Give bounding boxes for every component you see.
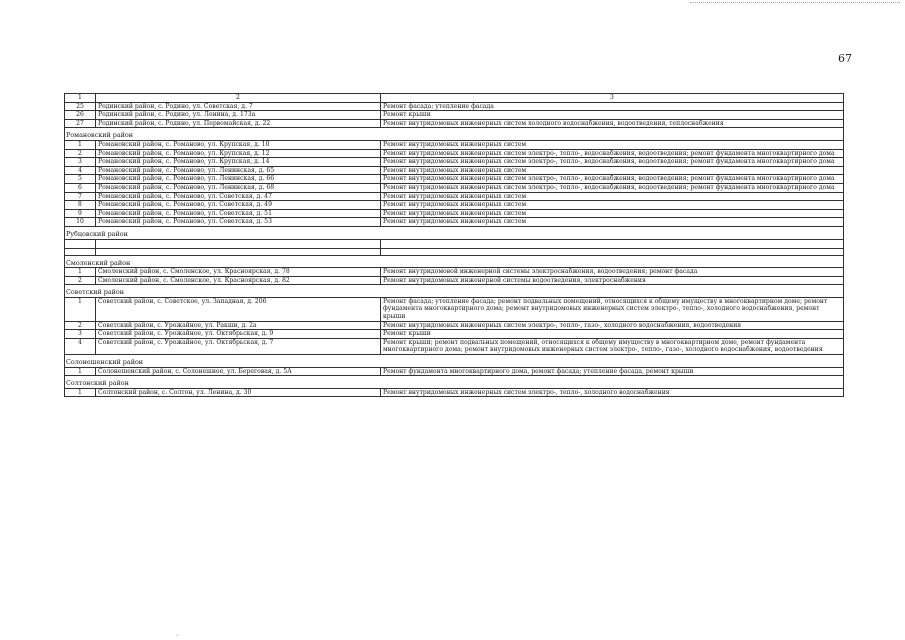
table-row [65,192,844,201]
row-number: 4 [65,166,96,175]
row-number: 4 [65,338,96,354]
row-work: Ремонт внутридомовых инженерных систем электро-, тепло-, водоснабжения, водоотведения; ремонт фундамента многоквартирного дома [381,175,844,184]
row-work: Ремонт внутридомовых инженерных систем [381,140,844,149]
row-work: Ремонт фундамента многоквартирного дома, ремонт фасада; утепление фасада, ремонт крыши [381,367,844,376]
row-address: Романовский район, с. Романово, ул. Ленинская, д. 66 [96,175,381,184]
row-work: Ремонт внутридомовых инженерных систем электро-, тепло-, водоснабжения, водоотведения; ремонт фундамента многоквартирного дома [381,149,844,158]
table-row [65,276,844,285]
row-address: Романовский район, с. Романово, ул. Крупская, д. 12 [96,149,381,158]
district-row [65,355,844,368]
row-work: Ремонт фасада; утепление фасада [381,102,844,111]
table-row [65,149,844,158]
table-row [65,140,844,149]
row-address: Советский район, с. Советское, ул. Западная, д. 206 [96,297,381,321]
row-address: Родинский район, с. Родино, ул. Ленина, д. 173а [96,111,381,120]
table-row [65,183,844,192]
table-row [65,338,844,354]
table-row [65,201,844,210]
empty-row [65,248,844,255]
row-address: Советский район, с. Урожайное, ул. Ракши, д. 2а [96,321,381,330]
row-number: 26 [65,111,96,120]
row-number: 1 [65,388,96,397]
row-work: Ремонт внутридомовых инженерных систем холодного водоснабжения, водоотведения, теплоснабжения [381,119,844,128]
table-row [65,102,844,111]
row-address: Романовский район, с. Романово, ул. Советская, д. 47 [96,192,381,201]
row-address: Советский район, с. Урожайное, ул. Октябрьская, д. 9 [96,330,381,339]
header-col-1: 1 [65,94,96,103]
row-address: Романовский район, с. Романово, ул. Ленинская, д. 68 [96,183,381,192]
row-work: Ремонт фасада; утепление фасада; ремонт подвальных помещений, относящихся к общему имуществу в многоквартирном доме; ремонт фундамента многоквартирного дома; ремонт внутридомовых инженерных систем электро-, тепло-, холодного водоснабжения, ремонт крыши [381,297,844,321]
table-row [65,268,844,277]
district-name: Солонешенский район [65,355,844,368]
row-number: 2 [65,321,96,330]
header-col-2: 2 [96,94,381,103]
row-address: Смоленский район, с. Смоленское, ул. Красноярская, д. 82 [96,276,381,285]
table-row [65,297,844,321]
district-row [65,128,844,141]
empty-cell [65,248,96,255]
header-col-3: 3 [381,94,844,103]
row-address: Советский район, с. Урожайное, ул. Октябрьская, д. 7 [96,338,381,354]
row-work: Ремонт внутридомовых инженерных систем [381,218,844,227]
row-work: Ремонт внутридомовых инженерных систем [381,209,844,218]
row-address: Романовский район, с. Романово, ул. Советская, д. 49 [96,201,381,210]
row-address: Романовский район, с. Романово, ул. Ленинская, д. 65 [96,166,381,175]
row-address: Романовский район, с. Романово, ул. Крупская, д. 10 [96,140,381,149]
table-row [65,209,844,218]
table-row [65,388,844,397]
row-work: Ремонт крыши; ремонт подвальных помещений, относящихся к общему имуществу в многоквартирном доме, ремонт фундамента многоквартирного дома; ремонт внутридомовых инженерных систем электро-, тепло-, газо-, холодного водоснабжения, водоотведения [381,338,844,354]
empty-cell [381,239,844,248]
table-row [65,119,844,128]
table-row [65,166,844,175]
row-number: 2 [65,149,96,158]
row-number: 3 [65,330,96,339]
row-work: Ремонт внутридомовых инженерных систем электро-, тепло-, холодного водоснабжения [381,388,844,397]
header-row [65,94,844,103]
empty-cell [381,248,844,255]
empty-cell [96,248,381,255]
row-number: 10 [65,218,96,227]
district-row [65,255,844,268]
table-row [65,330,844,339]
row-work: Ремонт внутридомовых инженерных систем [381,166,844,175]
row-number: 6 [65,183,96,192]
row-work: Ремонт крыши [381,330,844,339]
row-address: Романовский район, с. Романово, ул. Советская, д. 51 [96,209,381,218]
district-name: Советский район [65,285,844,298]
row-number: 27 [65,119,96,128]
row-address: Родинский район, с. Родино, ул. Советская, д. 7 [96,102,381,111]
table-row [65,321,844,330]
row-work: Ремонт крыши [381,111,844,120]
row-number: 1 [65,268,96,277]
row-number: 8 [65,201,96,210]
table-row [65,158,844,167]
empty-cell [96,239,381,248]
district-name: Рубцовский район [65,226,844,239]
district-name: Смоленский район [65,255,844,268]
row-number: 2 [65,276,96,285]
row-address: Солтонский район, с. Солтон, ул. Ленина, д. 30 [96,388,381,397]
table-row [65,218,844,227]
district-name: Романовский район [65,128,844,141]
row-number: 25 [65,102,96,111]
row-work: Ремонт внутридомовых инженерных систем электро-, тепло-, водоснабжения, водоотведения; ремонт фундамента многоквартирного дома [381,183,844,192]
row-number: 9 [65,209,96,218]
empty-row [65,239,844,248]
top-scan-line [690,2,900,3]
row-address: Родинский район, с. Родино, ул. Первомайская, д. 22 [96,119,381,128]
repair-table-wrapper [64,93,843,397]
district-name: Солтонский район [65,376,844,389]
district-row [65,226,844,239]
row-number: 7 [65,192,96,201]
district-row [65,376,844,389]
row-number: 3 [65,158,96,167]
row-work: Ремонт внутридомовых инженерных систем электро-, тепло-, водоснабжения, водоотведения; ремонт фундамента многоквартирного дома [381,158,844,167]
row-address: Смоленский район, с. Смоленское, ул. Красноярская, д. 78 [96,268,381,277]
page-number: 67 [838,52,852,65]
repair-table [64,93,844,397]
row-address: Романовский район, с. Романово, ул. Советская, д. 53 [96,218,381,227]
empty-cell [65,239,96,248]
district-row [65,285,844,298]
row-work: Ремонт внутридомовой инженерной системы электроснабжения, водоотведения; ремонт фасада [381,268,844,277]
row-number: 1 [65,367,96,376]
row-number: 1 [65,140,96,149]
row-address: Романовский район, с. Романово, ул. Крупская, д. 14 [96,158,381,167]
row-number: 1 [65,297,96,321]
table-row [65,367,844,376]
row-work: Ремонт внутридомовых инженерных систем электро-, тепло-, газо-, холодного водоснабжения, водоотведения [381,321,844,330]
row-number: 5 [65,175,96,184]
table-row [65,175,844,184]
row-address: Солонешенский район, с. Солонешное, ул. Береговая, д. 5А [96,367,381,376]
scan-mark: '' [176,634,179,640]
row-work: Ремонт внутридомовых инженерных систем [381,201,844,210]
row-work: Ремонт внутридомовых инженерной системы водоотведения, электроснабжения [381,276,844,285]
row-work: Ремонт внутридомовых инженерных систем [381,192,844,201]
table-row [65,111,844,120]
